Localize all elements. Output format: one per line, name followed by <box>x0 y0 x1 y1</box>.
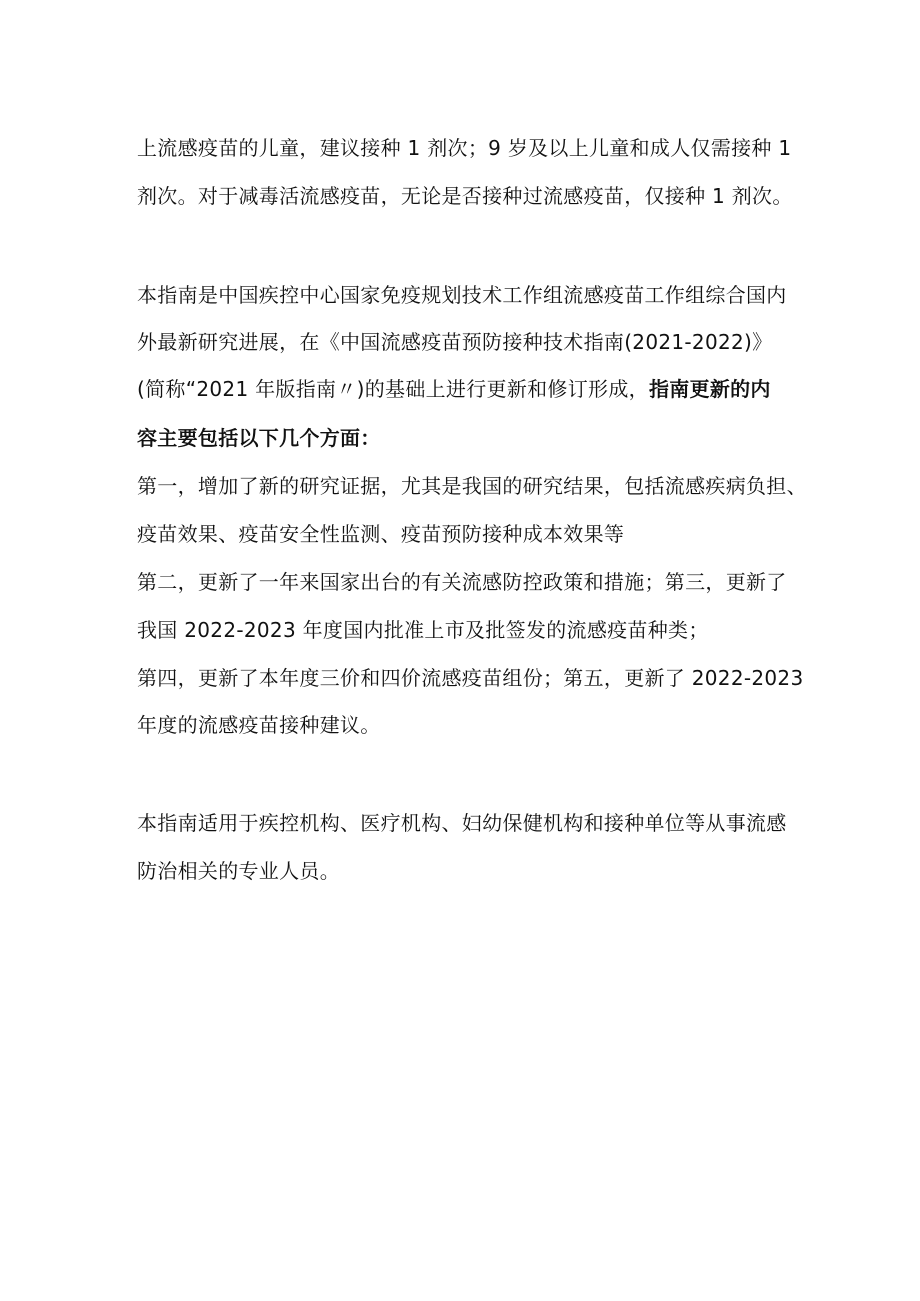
paragraph-2-line-9: 第四，更新了本年度三价和四价流感疫苗组份；第五，更新了 2022-2023 <box>137 666 804 690</box>
paragraph-2-line-6: 疫苗效果、疫苗安全性监测、疫苗预防接种成本效果等 <box>137 522 625 546</box>
paragraph-2-line-3-bold: 指南更新的内 <box>648 377 771 401</box>
paragraph-2-line-5: 第一，增加了新的研究证据，尤其是我国的研究结果，包括流感疾病负担、 <box>137 474 807 498</box>
paragraph-3-line-1: 本指南适用于疾控机构、医疗机构、妇幼保健机构和接种单位等从事流感 <box>137 811 787 835</box>
paragraph-2-line-3-normal: (简称“2021 年版指南〃)的基础上进行更新和修订形成， <box>137 377 649 401</box>
paragraph-2-line-3 <box>137 374 797 404</box>
paragraph-2-line-4: 容主要包括以下几个方面： <box>137 426 381 450</box>
paragraph-1-line-1: 上流感疫苗的儿童，建议接种 1 剂次；9 岁及以上儿童和成人仅需接种 1 <box>137 136 792 160</box>
paragraph-3-line-2: 防治相关的专业人员。 <box>137 859 340 883</box>
paragraph-2-line-8: 我国 2022-2023 年度国内批准上市及批签发的流感疫苗种类； <box>137 618 709 642</box>
paragraph-2-line-10: 年度的流感疫苗接种建议。 <box>137 713 381 737</box>
paragraph-1-line-2: 剂次。对于减毒活流感疫苗，无论是否接种过流感疫苗，仅接种 1 剂次。 <box>137 184 793 208</box>
paragraph-2-line-1: 本指南是中国疾控中心国家免疫规划技术工作组流感疫苗工作组综合国内 <box>137 283 787 307</box>
paragraph-2-line-7: 第二，更新了一年来国家出台的有关流感防控政策和措施；第三，更新了 <box>137 570 787 594</box>
paragraph-2-line-2: 外最新研究进展，在《中国流感疫苗预防接种技术指南(2021-2022)》 <box>137 330 773 354</box>
